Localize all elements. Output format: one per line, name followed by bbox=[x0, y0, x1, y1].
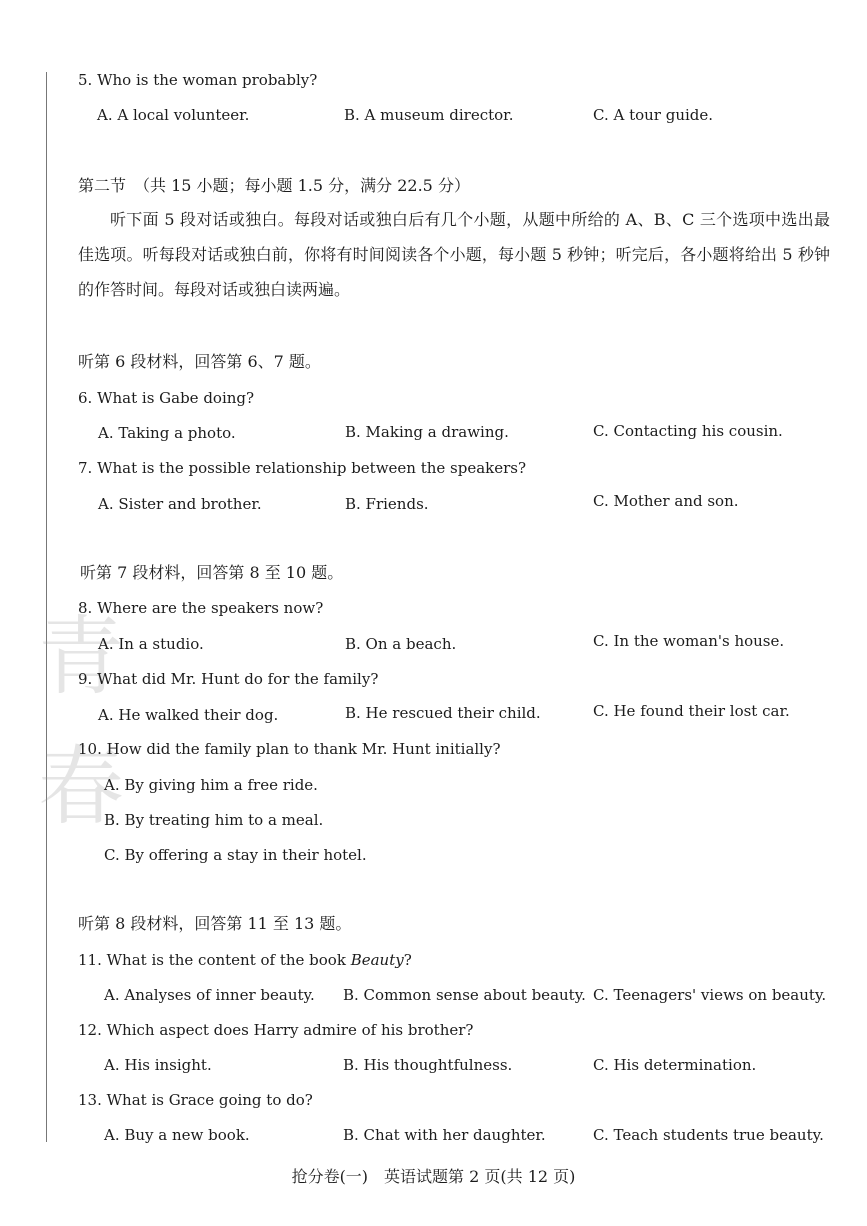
material-8-intro: 听第 8 段材料，回答第 11 至 13 题。 bbox=[78, 914, 352, 933]
question-12-option-b: B. His thoughtfulness. bbox=[343, 1056, 513, 1074]
question-7-stem: 7. What is the possible relationship between the speakers? bbox=[78, 459, 527, 477]
question-6-stem: 6. What is Gabe doing? bbox=[78, 389, 255, 407]
material-6-intro: 听第 6 段材料，回答第 6、7 题。 bbox=[78, 352, 321, 371]
section-2-instructions: 听下面 5 段对话或独白。每段对话或独白后有几个小题，从题中所给的 A、B、C 三个选项中选出最佳选项。听每段对话或独白前，你将有时间阅读各个小题，每小题 5 秒钟；听完后，各小题将给出 5 秒钟的作答时间。每段对话或独白读两遍。 bbox=[78, 210, 830, 299]
question-13-option-c: C. Teach students true beauty. bbox=[593, 1126, 824, 1144]
question-11-option-a: A. Analyses of inner beauty. bbox=[104, 986, 315, 1004]
question-9-option-b: B. He rescued their child. bbox=[345, 704, 541, 722]
margin-rule bbox=[46, 72, 47, 1142]
question-8-option-a: A. In a studio. bbox=[98, 635, 204, 653]
question-8-option-b: B. On a beach. bbox=[345, 635, 457, 653]
question-11-stem-text: 11. What is the content of the book bbox=[78, 951, 351, 969]
question-11-option-c: C. Teenagers' views on beauty. bbox=[593, 986, 827, 1004]
question-8-stem: 8. Where are the speakers now? bbox=[78, 599, 324, 617]
question-5-option-a: A. A local volunteer. bbox=[97, 106, 250, 124]
page-footer: 抢分卷(一) 英语试题第 2 页(共 12 页) bbox=[291, 1167, 576, 1186]
question-6-option-c: C. Contacting his cousin. bbox=[593, 422, 783, 440]
question-7-option-b: B. Friends. bbox=[345, 495, 429, 513]
section-2-heading: 第二节 （共 15 小题；每小题 1.5 分，满分 22.5 分） bbox=[78, 176, 470, 195]
question-12-stem: 12. Which aspect does Harry admire of his brother? bbox=[78, 1021, 474, 1039]
question-11-stem bbox=[78, 950, 412, 970]
watermark-logo: 青春 bbox=[38, 607, 124, 837]
question-6-option-b: B. Making a drawing. bbox=[345, 423, 509, 441]
question-13-option-b: B. Chat with her daughter. bbox=[343, 1126, 546, 1144]
question-5-option-b: B. A museum director. bbox=[344, 106, 514, 124]
question-10-option-c: C. By offering a stay in their hotel. bbox=[104, 846, 367, 864]
question-13-option-a: A. Buy a new book. bbox=[104, 1126, 250, 1144]
book-title: Beauty bbox=[350, 951, 404, 969]
question-10-stem: 10. How did the family plan to thank Mr. Hunt initially? bbox=[78, 740, 501, 758]
question-12-option-c: C. His determination. bbox=[593, 1056, 757, 1074]
question-7-option-a: A. Sister and brother. bbox=[98, 495, 262, 513]
question-11-option-b: B. Common sense about beauty. bbox=[343, 986, 586, 1004]
material-7-intro: 听第 7 段材料，回答第 8 至 10 题。 bbox=[80, 563, 344, 582]
question-5-option-c: C. A tour guide. bbox=[593, 106, 714, 124]
question-5-stem: 5. Who is the woman probably? bbox=[78, 71, 318, 89]
question-8-option-c: C. In the woman's house. bbox=[593, 632, 785, 650]
question-9-option-a: A. He walked their dog. bbox=[98, 706, 279, 724]
question-6-option-a: A. Taking a photo. bbox=[98, 424, 236, 442]
question-9-stem: 9. What did Mr. Hunt do for the family? bbox=[78, 670, 379, 688]
question-7-option-c: C. Mother and son. bbox=[593, 492, 739, 510]
question-12-option-a: A. His insight. bbox=[104, 1056, 212, 1074]
question-11-stem-end: ? bbox=[403, 951, 412, 969]
question-10-option-a: A. By giving him a free ride. bbox=[104, 776, 318, 794]
question-10-option-b: B. By treating him to a meal. bbox=[104, 811, 324, 829]
question-9-option-c: C. He found their lost car. bbox=[593, 702, 790, 720]
question-13-stem: 13. What is Grace going to do? bbox=[78, 1091, 313, 1109]
